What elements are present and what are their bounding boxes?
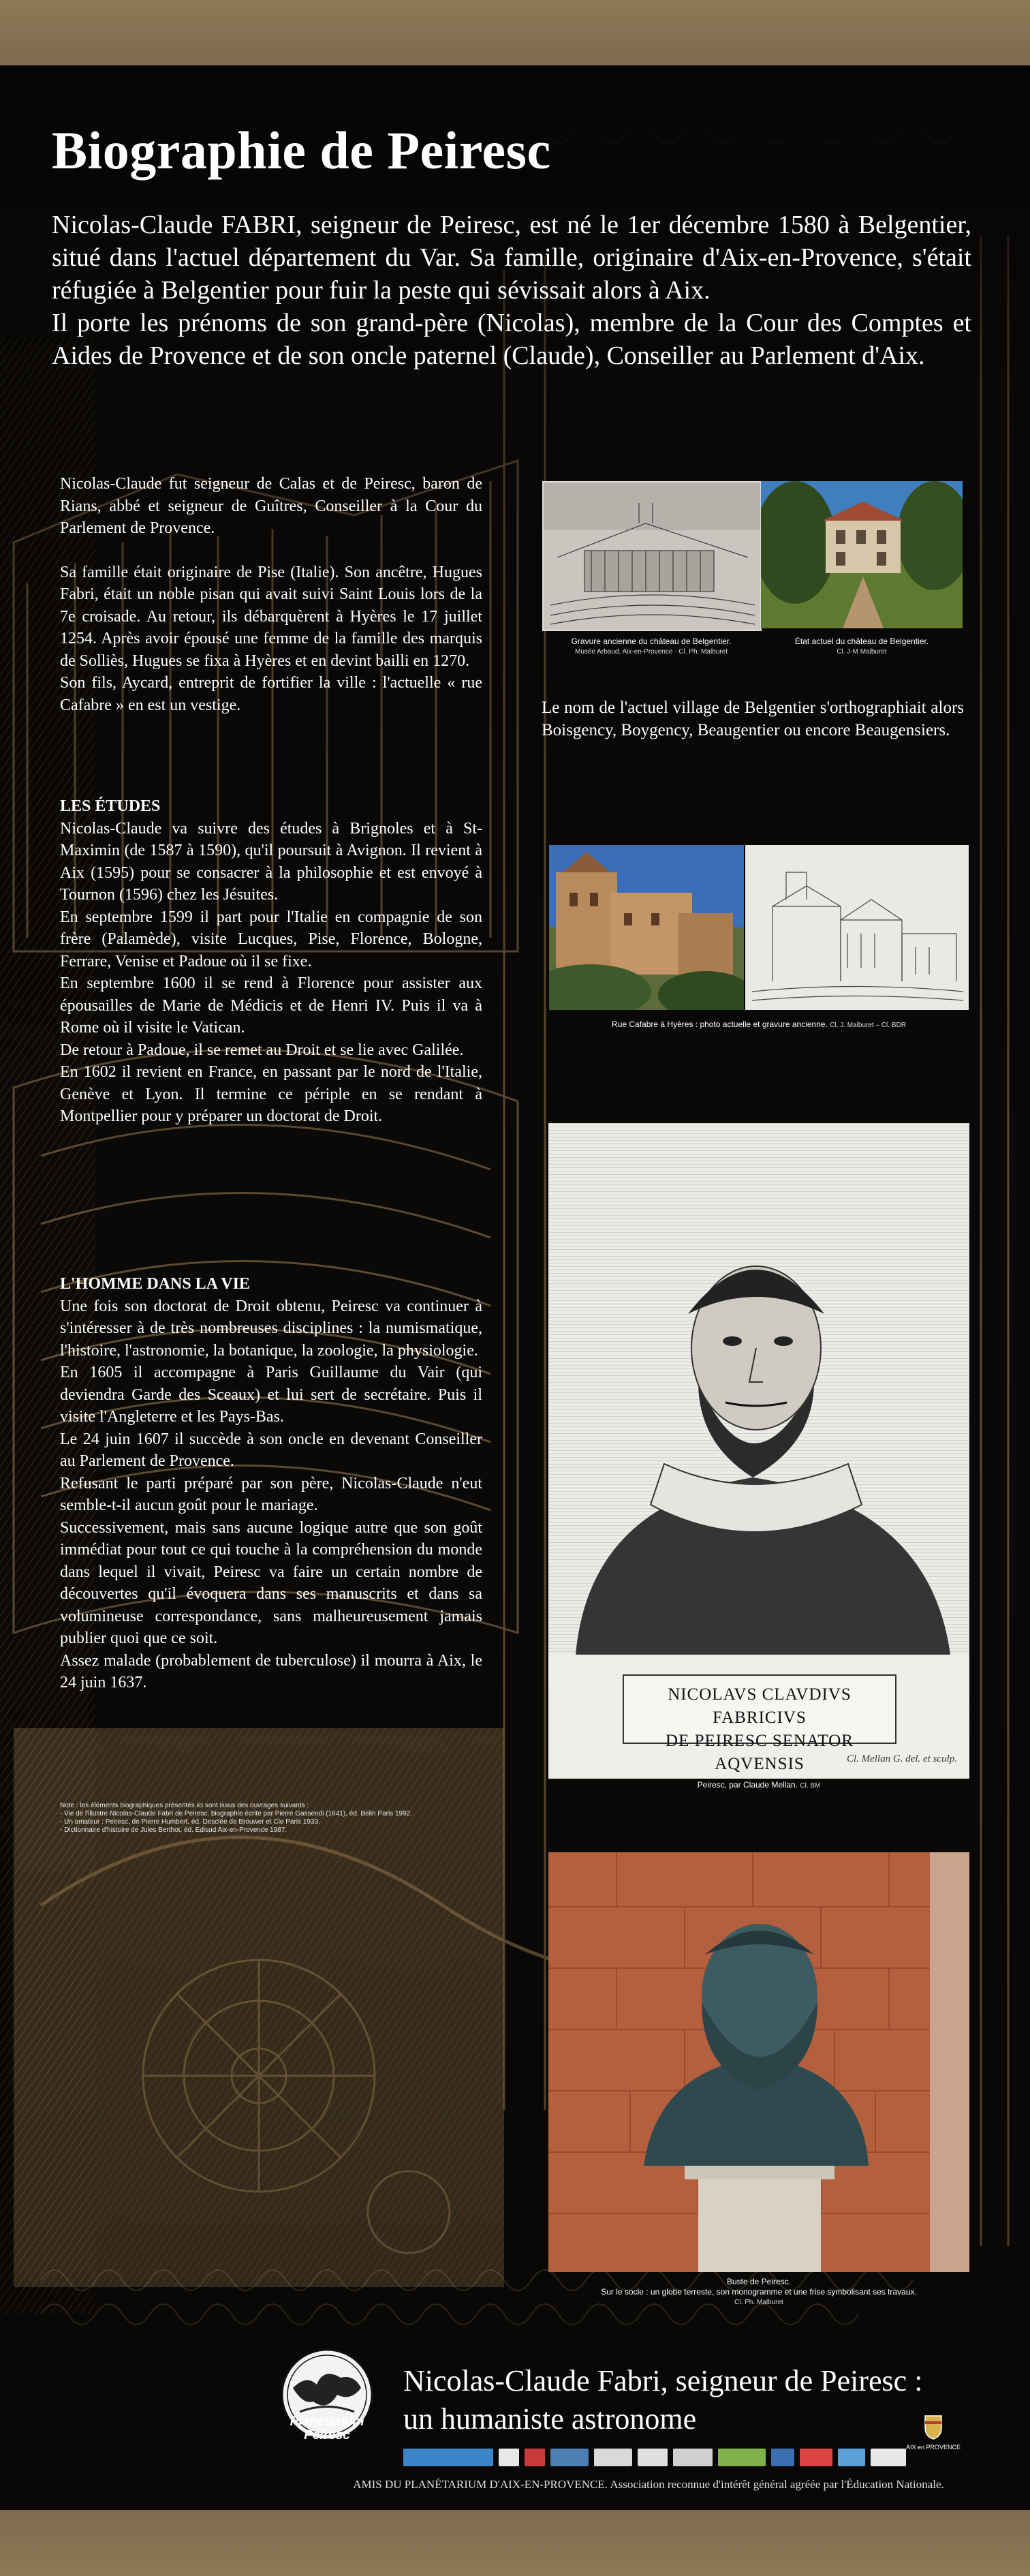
caption-text: Peiresc, par Claude Mellan.: [697, 1780, 798, 1790]
caption-text: Rue Cafabre à Hyères : photo actuelle et gravure ancienne.: [612, 1019, 828, 1029]
intro-paragraph: Il porte les prénoms de son grand-père (Nicolas), membre de la Cour des Comptes et Aides de Provence et de son oncle paternel (Claude), Conseiller au Parlement d'Aix.: [52, 309, 971, 370]
sources-note: [60, 1802, 482, 1835]
aix-label: AIX en PROVENCE: [905, 2444, 961, 2451]
sources-note-line: - Un amateur : Peiresc, de Pierre Humbert, éd. Desclée de Brouwer et Cie Paris 1933.: [60, 1818, 320, 1826]
footer-title: [403, 2362, 922, 2438]
caption-credit: Cl. J. Malburet – Cl. BDR: [830, 1022, 906, 1029]
page-title: Biographie de Peiresc: [52, 121, 551, 180]
caption-text: État actuel du château de Belgentier.: [794, 637, 929, 646]
caption-credit: Cl. BM: [800, 1782, 821, 1790]
origins-paragraph: Son fils, Aycard, entreprit de fortifier la ville : l'actuelle « rue Cafabre » en est un vestige.: [60, 674, 482, 714]
life-paragraph: Successivement, mais sans aucune logique autre que son goût immédiat pour tout ce qui touche à la compréhension du monde dans lequel il vivait, Peiresc va faire un certain nombre de découvertes qu'il évoquera dans ses manuscrits et dans sa volumineuse correspondance, sans malheureusement jamais publier quoi que ce soit.: [60, 1518, 482, 1647]
origins-paragraph: Sa famille était originaire de Pise (Italie). Son ancêtre, Hugues Fabri, était un noble pisan qui avait suivi Saint Louis lors de la 7e croisade. Au retour, ils débarquèrent à Hyères le 17 juillet 1254. Après avoir épousé une femme de la famille des marquis de Solliès, Hugues se fixa à Hyères et en devint bailli en 1270.: [60, 563, 482, 670]
footer-title-line: un humaniste astronome: [403, 2402, 697, 2436]
caption-credit: Cl. Ph. Malburet: [734, 2299, 783, 2306]
castle-photo-image: [761, 481, 963, 628]
planetarium-logo-text: [276, 2415, 378, 2442]
logo-text-line: Planétarium: [290, 2414, 364, 2429]
logo-text-line: Peiresc: [304, 2428, 350, 2442]
association-text: AMIS DU PLANÉTARIUM D'AIX-EN-PROVENCE. Association reconnue d'intérêt général agréée par l'Éducation Nationale.: [353, 2478, 944, 2491]
portrait-engraving-image: [548, 1123, 969, 1779]
bust-caption: [548, 2277, 969, 2307]
studies-heading: LES ÉTUDES: [60, 797, 161, 815]
sources-note-line: Note : les éléments biographiques présentés ici sont issus des ouvrages suivants :: [60, 1802, 309, 1809]
cafabre-engraving-image: [745, 845, 969, 1010]
castle-engraving-caption: [542, 637, 760, 657]
caption-credit: Musée Arbaud, Aix-en-Provence · Cl. Ph. Malburet: [575, 648, 728, 656]
sponsor-logo: [638, 2449, 668, 2466]
top-border-band: [0, 0, 1030, 65]
cafabre-photo-image: [549, 845, 744, 1010]
sources-note-line: - Dictionnaire d'histoire de Jules Berthot, éd. Edisud Aix-en-Provence 1987.: [60, 1826, 287, 1834]
portrait-signature: Cl. Mellan G. del. et sculp.: [846, 1753, 957, 1764]
association-line: [0, 2478, 1030, 2491]
sources-note-line: - Vie de l'illustre Nicolas-Claude Fabri de Peiresc, biographie écrite par Pierre Gassendi (1641), éd. Belin Paris 1992.: [60, 1810, 412, 1818]
life-paragraph: Une fois son doctorat de Droit obtenu, Peiresc va continuer à s'intéresser à de très nombreuses disciplines : la numismatique, l'histoire, l'astronomie, la botanique, la zoologie, la physiologie.: [60, 1297, 482, 1360]
village-note: [542, 696, 964, 741]
life-paragraph: Refusant le parti préparé par son père, Nicolas-Claude n'eut semble-t-il aucun goût pour le mariage.: [60, 1474, 482, 1514]
aix-crest-icon: [920, 2413, 947, 2440]
intro-paragraph: Nicolas-Claude FABRI, seigneur de Peiresc, est né le 1er décembre 1580 à Belgentier, situé dans l'actuel département du Var. Sa famille, originaire d'Aix-en-Provence, s'était réfugiée à Belgentier pour fuir la peste qui sévissait alors à Aix.: [52, 211, 971, 305]
studies-paragraph: En septembre 1600 il se rend à Florence pour assister aux épousailles de Marie de Médicis et de Henri IV. Puis il va à Rome où il visite le Vatican.: [60, 975, 482, 1037]
caption-text: Sur le socle : un globe terreste, son monogramme et une frise symbolisant ses travaux.: [601, 2287, 917, 2297]
caption-text: Buste de Peiresc.: [726, 2277, 792, 2286]
poster-panel: [0, 65, 1030, 2510]
sponsor-logo: [718, 2449, 766, 2466]
sponsor-logo: [550, 2449, 589, 2466]
cafabre-caption: [549, 1019, 969, 1030]
life-paragraph: En 1605 il accompagne à Paris Guillaume du Vair (qui deviendra Garde des Sceaux) et lui sert de secrétaire. Puis il visite l'Angleterre et les Pays-Bas.: [60, 1364, 482, 1426]
sponsor-logo: [673, 2449, 713, 2466]
studies-paragraph: Nicolas-Claude va suivre des études à Brignoles et à St-Maximin (de 1587 à 1590), qu'il poursuit à Avignon. Il revient à Aix (1595) pour se consacrer à la philosophie et est envoyé à Tournon (1596) chez les Jésuites.: [60, 819, 482, 904]
sponsor-logo: [525, 2449, 545, 2466]
studies-section: [60, 795, 482, 1128]
studies-paragraph: En septembre 1599 il part pour l'Italie en compagnie de son frère (Palamède), visite Lucques, Pise, Florence, Bologne, Ferrare, Venise et Padoue où il se fixe.: [60, 908, 482, 970]
origins-section: [60, 473, 482, 716]
inscription-line: NICOLAVS CLAVDIVS FABRICIVS: [668, 1685, 852, 1727]
life-heading: L'HOMME DANS LA VIE: [60, 1275, 250, 1293]
sponsor-logo: [403, 2449, 493, 2466]
castle-photo-caption: [761, 637, 963, 657]
inscription-line: DE PEIRESC SENATOR AQVENSIS: [666, 1732, 854, 1773]
footer-title-line: Nicolas-Claude Fabri, seigneur de Peiresc :: [403, 2364, 923, 2397]
life-paragraph: Le 24 juin 1607 il succède à son oncle en devenant Conseiller au Parlement de Provence.: [60, 1430, 482, 1470]
portrait-caption: [548, 1780, 969, 1791]
bust-photo-image: [548, 1852, 969, 2272]
caption-text: Gravure ancienne du château de Belgentier.: [571, 637, 732, 646]
sponsor-logo: [871, 2449, 906, 2466]
caption-credit: Cl. J-M Malburet: [837, 648, 887, 656]
sponsor-logo: [800, 2449, 832, 2466]
sponsor-logo: [838, 2449, 865, 2466]
sponsor-logo: [499, 2449, 519, 2466]
intro-text: [52, 209, 971, 372]
studies-paragraph: De retour à Padoue, il se remet au Droit et se lie avec Galilée.: [60, 1041, 464, 1059]
village-note-text: Le nom de l'actuel village de Belgentier s'orthographiait alors Boisgency, Boygency, Beaugentier ou encore Beaugensiers.: [542, 699, 964, 739]
sponsor-logo: [594, 2449, 632, 2466]
sponsor-logo: [771, 2449, 794, 2466]
bottom-border-band: [0, 2510, 1030, 2576]
life-paragraph: Assez malade (probablement de tuberculose) il mourra à Aix, le 24 juin 1637.: [60, 1651, 482, 1691]
studies-paragraph: En 1602 il revient en France, en passant par le nord de l'Italie, Genève et Lyon. Il termine ce périple en se rendant à Montpellier pour y préparer un doctorat de Droit.: [60, 1063, 482, 1125]
sponsor-logos: [403, 2449, 906, 2466]
life-section: [60, 1273, 482, 1694]
castle-engraving-image: [542, 481, 762, 631]
origins-paragraph: Nicolas-Claude fut seigneur de Calas et de Peiresc, baron de Rians, abbé et seigneur de Guîtres, Conseiller à la Cour du Parlement de Provence.: [60, 475, 482, 537]
